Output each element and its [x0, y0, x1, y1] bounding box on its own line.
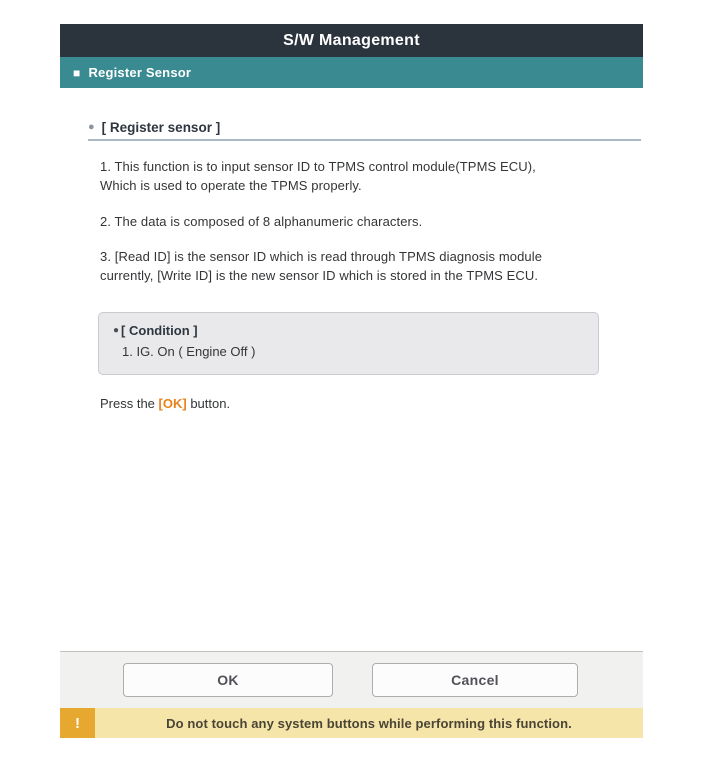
condition-heading: [113, 323, 584, 338]
instruction-prefix: Press the: [100, 396, 159, 411]
instruction-suffix: button.: [186, 396, 231, 411]
paragraph-2: [100, 213, 612, 232]
ok-button[interactable]: OK: [123, 663, 333, 697]
bullet-icon: ●: [113, 324, 120, 336]
paragraph-1-line-2: Which is used to operate the TPMS properly.: [100, 177, 362, 193]
paragraph-1: [100, 158, 612, 195]
condition-item: 1. IG. On ( Engine Off ): [122, 344, 256, 359]
subheader-bar: [60, 57, 643, 88]
heading-divider: [88, 139, 641, 141]
condition-box: [98, 312, 599, 375]
subheader-label: Register Sensor: [88, 65, 192, 80]
section-heading-label: [ Register sensor ]: [101, 120, 221, 135]
bullet-icon: ●: [88, 121, 95, 133]
section-heading: [88, 120, 220, 135]
paragraph-2-line-1: 2. The data is composed of 8 alphanumeric characters.: [100, 214, 423, 229]
cancel-button[interactable]: Cancel: [372, 663, 578, 697]
page-title: S/W Management: [283, 31, 420, 49]
footer-button-bar: [60, 651, 643, 708]
paragraph-3-line-1: 3. [Read ID] is the sensor ID which is read through TPMS diagnosis module: [100, 249, 543, 264]
instruction-ok-highlight: [OK]: [158, 396, 187, 411]
titlebar: [60, 24, 643, 57]
warning-exclamation-icon: !: [60, 708, 95, 738]
instruction-text: [100, 396, 230, 411]
condition-heading-label: [ Condition ]: [121, 323, 198, 338]
warning-bar: [60, 708, 643, 738]
warning-text: Do not touch any system buttons while performing this function.: [166, 715, 572, 731]
paragraph-3-line-2: currently, [Write ID] is the new sensor ID which is stored in the TPMS ECU.: [100, 267, 539, 283]
paragraph-3: [100, 248, 612, 285]
square-bullet-icon: ■: [73, 65, 81, 80]
paragraph-1-line-1: 1. This function is to input sensor ID to TPMS control module(TPMS ECU),: [100, 159, 536, 174]
